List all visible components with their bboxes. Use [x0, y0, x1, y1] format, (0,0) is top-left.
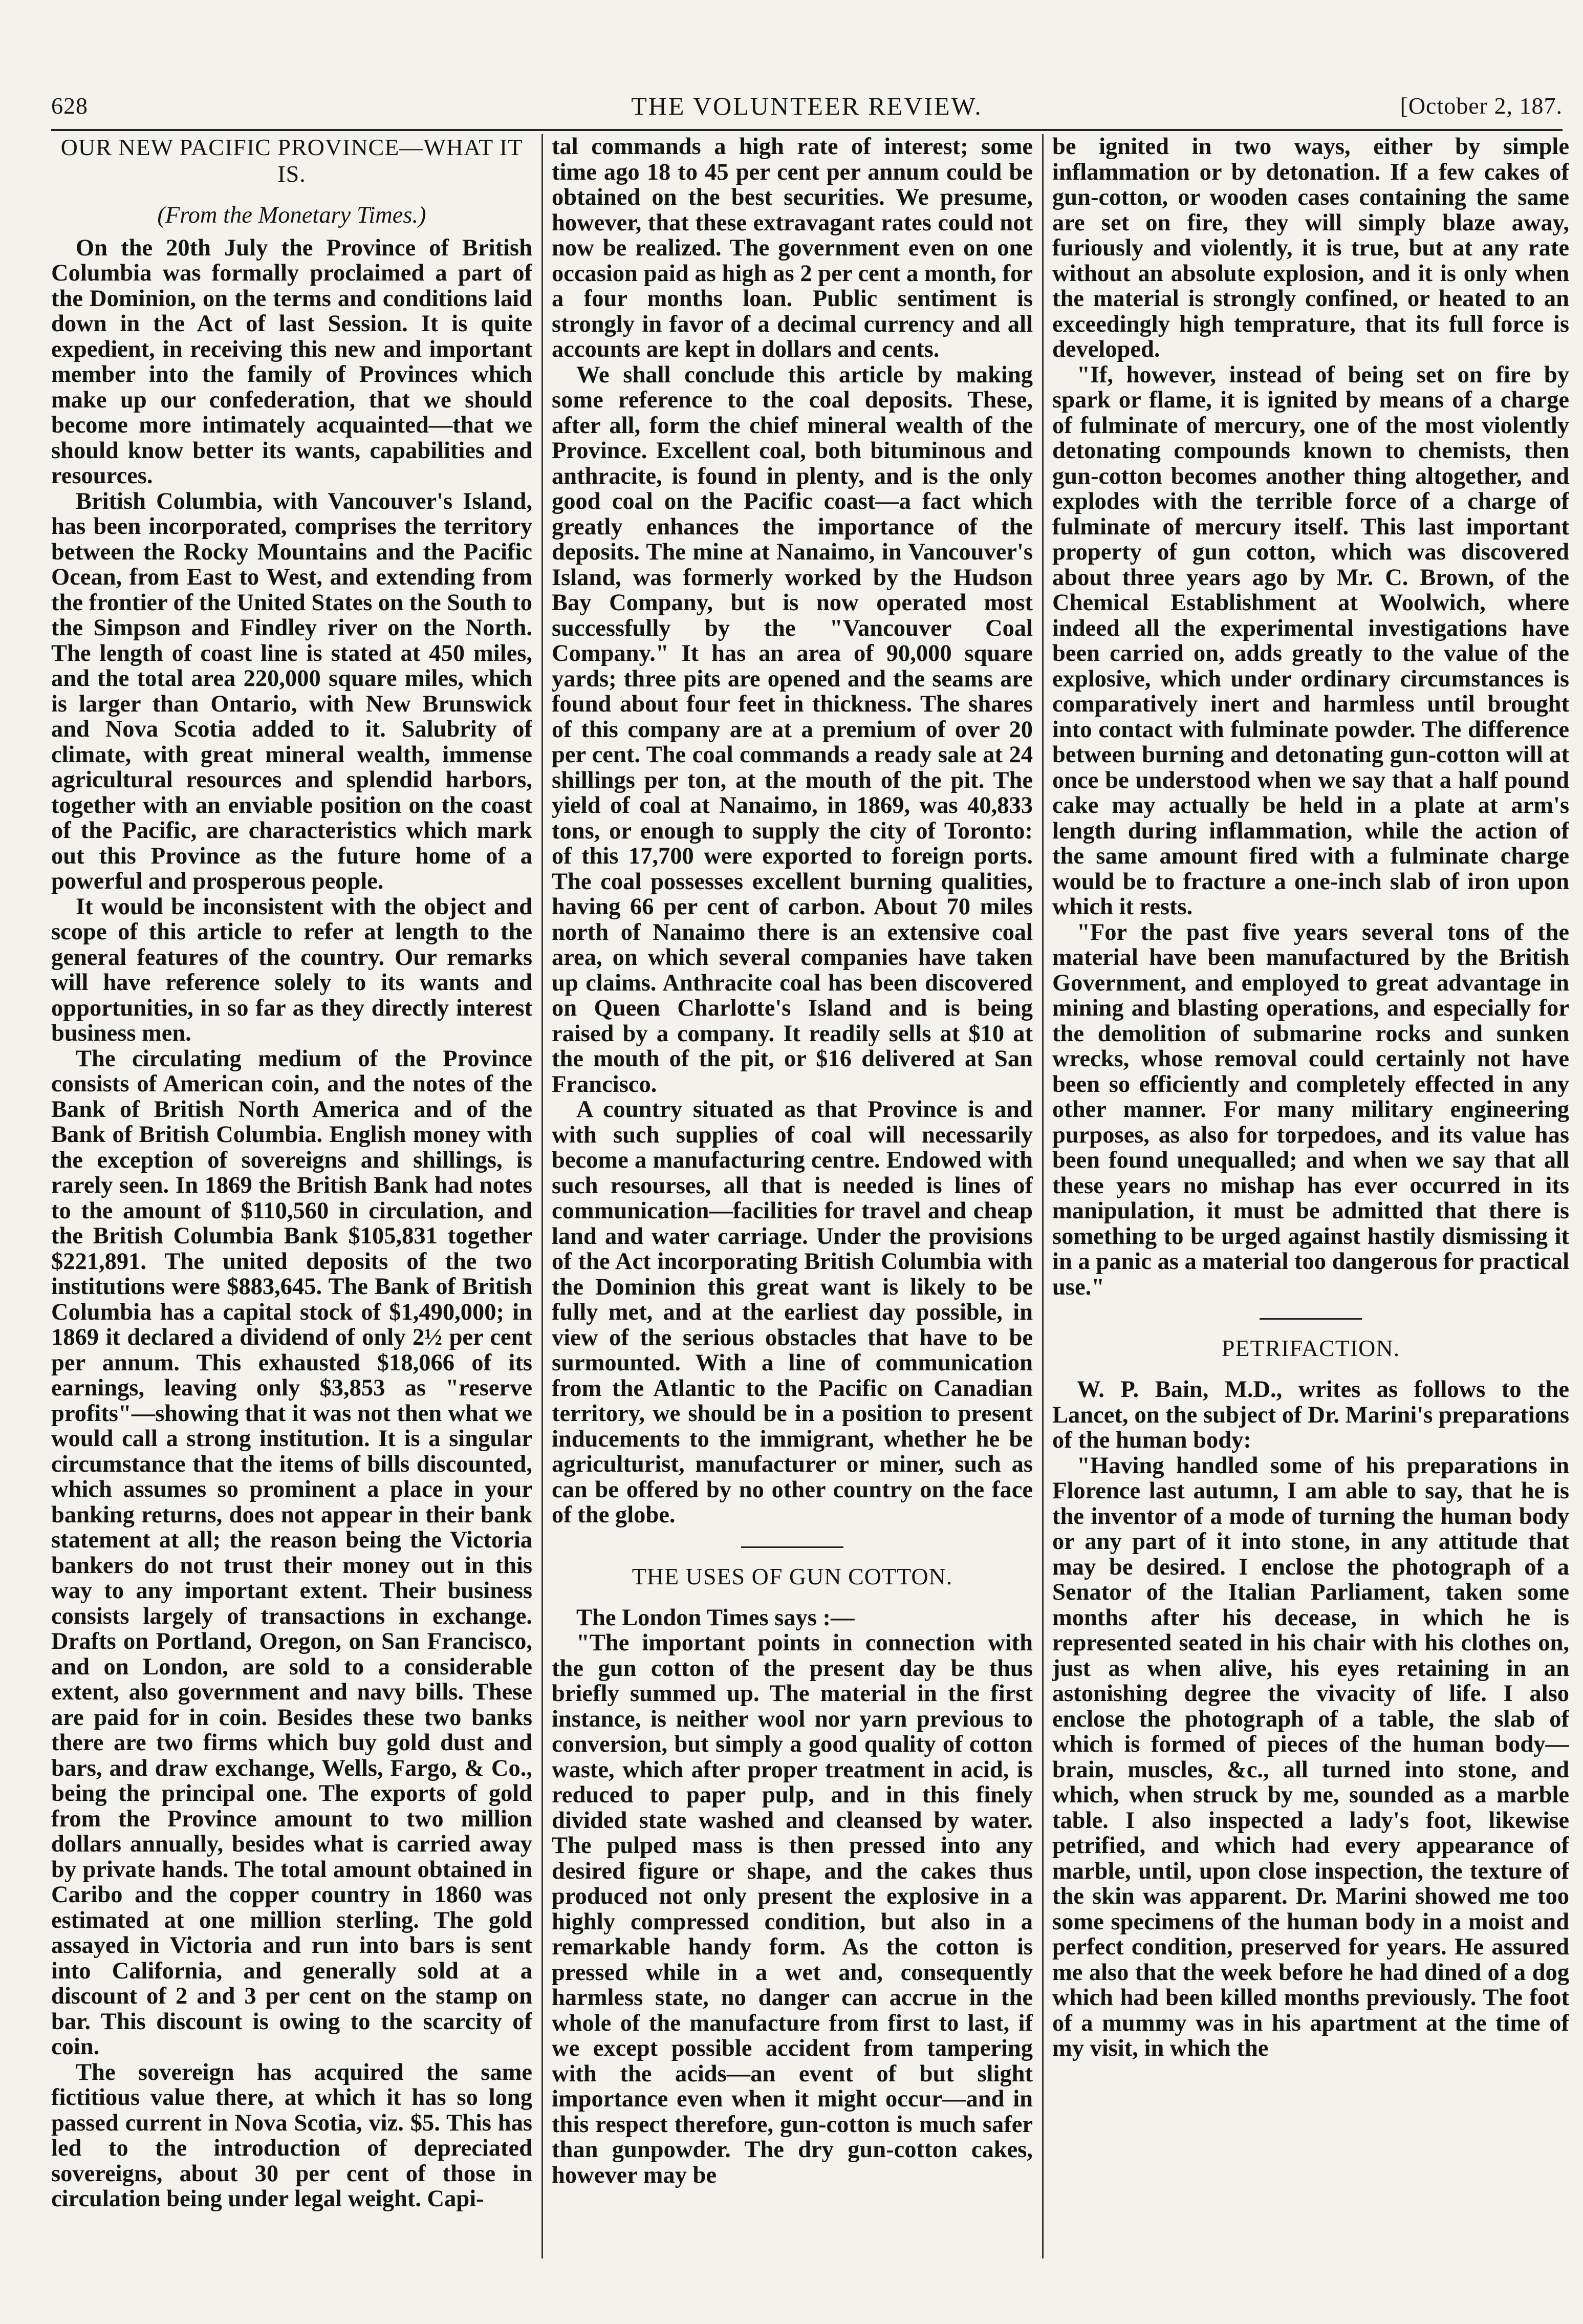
issue-date: [October 2, 187.: [1400, 93, 1563, 119]
paragraph-intro: The London Times says :—: [576, 1604, 855, 1631]
column-1: [51, 134, 532, 2264]
paragraph: On the 20th July the Province of British Columbia was formally proclaimed a part of the Dominion, on the terms and conditions laid down in the Act of last Session. It is quite expedient, in receiving this new and important member into the family of Provinces which make up our confederation, that we should become more intimately acquainted—that we should know better its wants, capabilities and resources.: [51, 234, 532, 489]
header-rule: [51, 129, 1563, 131]
article-heading-petrifaction: PETRIFACTION.: [1221, 1335, 1400, 1361]
column-divider: [1042, 134, 1044, 2258]
paragraph: "If, however, instead of being set on fire by spark or flame, it is ignited by means of a charge of fulminate of mercury, one of the most violently detonating compounds known to chemists, then gun-cotton becomes another thing altogether, and explodes with the terrible force of a charge of fulminate of mercury itself. This last important property of gun cotton, which was discovered about three years ago by Mr. C. Brown, of the Chemical Establishment at Woolwich, where indeed all the experimental investigations have been carried on, adds greatly to the value of the explosive, which under ordinary circumstances is comparatively inert and harmless until brought into contact with fulminate powder. The difference between burning and detonating gun-cotton will at once be understood when we say that a half pound cake may actually be held in a plate at arm's length during inflammation, while the action of the same amount fired with a fulminate charge would be to fracture a one-inch slab of iron upon which it rests.: [1052, 361, 1569, 920]
column-divider: [541, 134, 543, 2258]
running-header: [51, 88, 1563, 124]
paragraph: "The important points in connection with the gun cotton of the present day be thus briefly summed up. The material in the first instance, is neither wool nor yarn previous to conversion, but simply a good quality of cotton waste, which after proper treatment in acid, is reduced to paper pulp, and in this finely divided state washed and cleansed by water. The pulped mass is then pressed into any desired figure or shape, and the cakes thus produced not only present the explosive in a highly compressed condition, but also in a remarkable handy form. As the cotton is pressed while in a wet and, consequently harmless state, no danger can accrue in the whole of the manufacture from first to last, if we except possible accident from tampering with the acids—an event of but slight importance even when it might occur—and in this respect therefore, gun-cotton is much safer than gunpowder. The dry gun-cotton cakes, however may be: [552, 1630, 1033, 2188]
paragraph: British Columbia, with Vancouver's Island, has been incorporated, comprises the territory between the Rocky Mountains and the Pacific Ocean, from East to West, and extending from the frontier of the United States on the South to the Simpson and Findley river on the North. The length of coast line is stated at 450 miles, and the total area 220,000 square miles, which is larger than Ontario, with New Brunswick and Nova Scotia added to it. Salubrity of climate, with great mineral wealth, immense agricultural resources and splendid harbors, together with an enviable position on the coast of the Pacific, are characteristics which mark out this Province as the future home of a powerful and prosperous people.: [51, 488, 532, 894]
article-heading-gun-cotton: THE USES OF GUN COTTON.: [632, 1563, 953, 1589]
paragraph: "Having handled some of his preparations in Florence last autumn, I am able to say, that he is the inventor of a mode of turning the human body or any part of it into stone, in any attitude that may be desired. I enclose the photograph of a Senator of the Italian Parliament, taken some months after his decease, in which he is represented seated in his chair with his clothes on, just as when alive, his eyes retaining in an astonishing degree the vivacity of life. I also enclose the photograph of a table, the slab of which is formed of pieces of the human body—brain, muscles, &c., all turned into stone, and which, when struck by me, sounded as a marble table. I also inspected a lady's foot, likewise petrified, and which had every appearance of marble, until, upon close inspection, the texture of the skin was apparent. Dr. Marini showed me too some specimens of the human body in a moist and perfect condition, preserved for years. He assured me also that the week before he had dined of a dog which had been killed months previously. The foot of a mummy was in his apartment at the time of my visit, in which the: [1052, 1452, 1569, 2061]
paragraph: W. P. Bain, M.D., writes as follows to the Lancet, on the subject of Dr. Marini's preparations of the human body:: [1052, 1376, 1569, 1453]
paragraph: The circulating medium of the Province consists of American coin, and the notes of the Bank of British North America and of the Bank of British Columbia. English money with the exception of sovereigns and shillings, is rarely seen. In 1869 the British Bank had notes to the amount of $110,560 in circulation, and the British Columbia Bank $105,831 together $221,891. The united deposits of the two institutions were $883,645. The Bank of British Columbia has a capital stock of $1,490,000; in 1869 it declared a dividend of only 2½ per cent per annum. This exhausted $18,066 of its earnings, leaving only $3,853 as "reserve profits"—showing that it was not then what we would call a strong institution. It is a singular circumstance that the items of bills discounted, which assumes so prominent a place in your banking returns, does not appear in their bank statement at all; the reason being the Victoria bankers do not trust their money out in this way to any important extent. Their business consists largely of transactions in exchange. Drafts on Portland, Oregon, on San Francisco, and on London, are sold to a considerable extent, also government and navy bills. These are paid for in coin. Besides these two banks there are two firms which buy gold dust and bars, and draw exchange, Wells, Fargo, & Co., being the principal one. The exports of gold from the Province amount to two million dollars annually, besides what is carried away by private hands. The total amount obtained in Caribo and the copper country in 1860 was estimated at one million sterling. The gold assayed in Victoria and run into bars is sent into California, and generally sold at a discount of 2 and 3 per cent on the stamp on bar. This discount is owing to the scarcity of coin.: [51, 1045, 532, 2060]
article-heading-pacific-province: OUR NEW PACIFIC PROVINCE—WHAT IT IS.: [60, 134, 523, 187]
paragraph: It would be inconsistent with the object and scope of this article to refer at length to the general features of the country. Our remarks will have reference solely to its wants and opportunities, in so far as they directly interest business men.: [51, 893, 532, 1046]
column-3: [1052, 134, 1569, 2264]
column-2: [552, 134, 1033, 2264]
paragraph: We shall conclude this article by making some reference to the coal deposits. These, after all, form the chief mineral wealth of the Province. Excellent coal, both bituminous and anthracite, is found in plenty, and is the only good coal on the Pacific coast—a fact which greatly enhances the importance of the deposits. The mine at Nanaimo, in Vancouver's Island, was formerly worked by the Hudson Bay Company, but is now operated most successfully by the "Vancouver Coal Company." It has an area of 90,000 square yards; three pits are opened and the seams are found about four feet in thickness. The shares of this company are at a premium of over 20 per cent. The coal commands a ready sale at 24 shillings per ton, at the mouth of the pit. The yield of coal at Nanaimo, in 1869, was 40,833 tons, or enough to supply the city of Toronto: of this 17,700 were exported to foreign ports. The coal possesses excellent burning qualities, having 66 per cent of carbon. About 70 miles north of Nanaimo there is an extensive coal area, on which several companies have taken up claims. Anthracite coal has been discovered on Queen Charlotte's Island and is being raised by a company. It readily sells at $10 at the mouth of the pit, or $16 delivered at San Francisco.: [552, 361, 1033, 1098]
paragraph: The sovereign has acquired the same fictitious value there, at which it has so long passed current in Nova Scotia, viz. $5. This has led to the introduction of depreciated sovereigns, about 30 per cent of those in circulation being under legal weight. Capi-: [51, 2059, 532, 2212]
section-separator: [1260, 1318, 1362, 1320]
article-source: (From the Monetary Times.): [157, 202, 426, 228]
section-separator: [741, 1546, 843, 1548]
paragraph: be ignited in two ways, either by simple inflammation or by detonation. If a few cakes of gun-cotton, or wooden cases containing the same are set on fire, they will simply blaze away, furiously and violently, it is true, but at any rate without an absolute explosion, and it is only when the material is strongly confined, or heated to an exceedingly high temprature, that its full force is developed.: [1052, 134, 1569, 362]
paragraph: tal commands a high rate of interest; some time ago 18 to 45 per cent per annum could be obtained on the best securities. We presume, however, that these extravagant rates could not now be realized. The government even on one occasion paid as high as 2 per cent a month, for a four months loan. Public sentiment is strongly in favor of a decimal currency and all accounts are kept in dollars and cents.: [552, 134, 1033, 362]
page-number: 628: [51, 93, 88, 119]
paragraph: "For the past five years several tons of the material have been manufactured by the British Government, and employed to great advantage in mining and blasting operations, and especially for the demolition of submarine rocks and sunken wrecks, whose removal could certainly not have been so efficiently and completely effected in any other manner. For many military engineering purposes, as also for torpedoes, and its value has been found unequalled; and when we say that all these years no mishap has ever occurred in its manipulation, it must be admitted that there is something to be urged against hastily dismissing it in a panic as a material too dangerous for practical use.": [1052, 919, 1569, 1300]
journal-title: THE VOLUNTEER REVIEW.: [631, 92, 983, 120]
paragraph: A country situated as that Province is and with such supplies of coal will necessarily become a manufacturing centre. Endowed with such resourses, all that is needed is lines of communication—facilities for travel and cheap land and water carriage. Under the provisions of the Act incorporating British Columbia with the Dominion this great want is likely to be fully met, and at the earliest day possible, in view of the serious obstacles that have to be surmounted. With a line of communication from the Atlantic to the Pacific on Canadian territory, we should be in a position to present inducements to the immigrant, whether he be agriculturist, manufacturer or miner, such as can be offered by no other country on the face of the globe.: [552, 1096, 1033, 1528]
